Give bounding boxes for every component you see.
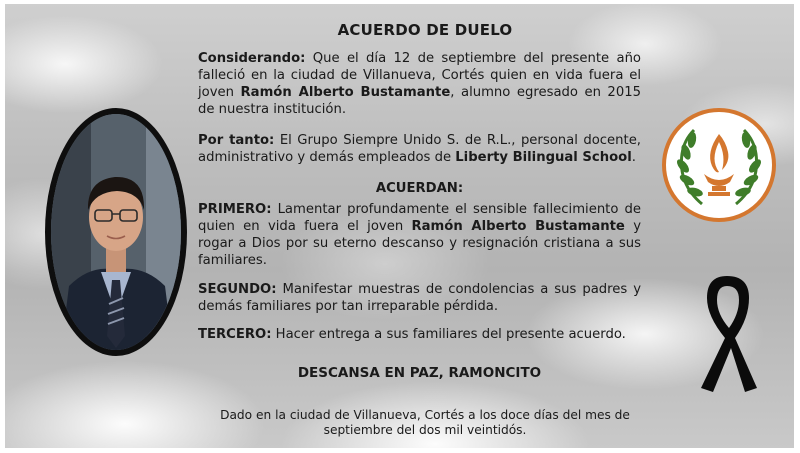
por-tanto-text: El Grupo Siempre Unido S. de R.L., personal docente, administrativo y demás empleados de: [198, 133, 641, 165]
segundo-paragraph: [198, 281, 641, 315]
rest-in-peace-line: DESCANSA EN PAZ, RAMONCITO: [297, 365, 542, 381]
tercero-text: Hacer entrega a sus familiares del presente acuerdo.: [271, 327, 626, 342]
deceased-name: Ramón Alberto Bustamante: [411, 219, 625, 234]
primero-paragraph: [198, 201, 641, 269]
segundo-label: SEGUNDO:: [198, 282, 277, 297]
page-title: ACUERDO DE DUELO: [337, 21, 513, 39]
primero-text: Lamentar profundamente el sensible fallecimiento de quien en vida fuera el joven: [198, 202, 641, 234]
portrait-image: [51, 114, 181, 350]
primero-text-end: y rogar a Dios por su eterno descanso y resignación cristiana a sus familiares.: [198, 219, 641, 268]
considerando-text-end: , alumno egresado en 2015 de nuestra institución.: [198, 85, 641, 117]
acuerdan-heading: ACUERDAN:: [375, 181, 464, 196]
condolence-card: [5, 4, 794, 448]
tercero-label: TERCERO:: [198, 327, 272, 342]
portrait-photo: [45, 108, 187, 356]
por-tanto-paragraph: [198, 132, 641, 166]
issued-statement: Dado en la ciudad de Villanueva, Cortés a los doce días del mes de septiembre del dos mil veintidós.: [220, 408, 630, 437]
por-tanto-label: Por tanto:: [198, 133, 275, 148]
primero-label: PRIMERO:: [198, 202, 272, 217]
tercero-paragraph: [198, 326, 641, 343]
deceased-name: Ramón Alberto Bustamante: [240, 85, 451, 100]
laurel-flame-emblem: [666, 112, 772, 218]
considerando-label: Considerando:: [198, 51, 306, 66]
segundo-text: Manifestar muestras de condolencias a sus padres y demás familiares por tan irreparable pérdida.: [198, 282, 641, 314]
portrait-illustration: [51, 114, 181, 350]
school-seal-icon: [662, 108, 776, 222]
school-name: Liberty Bilingual School: [455, 150, 632, 165]
considerando-text: Que el día 12 de septiembre del presente año falleció en la ciudad de Villanueva, Cortés quien en vida fuera el joven: [198, 51, 641, 100]
por-tanto-text-end: .: [631, 150, 636, 165]
considerando-paragraph: [198, 50, 641, 118]
mourning-ribbon-icon: [691, 272, 763, 396]
